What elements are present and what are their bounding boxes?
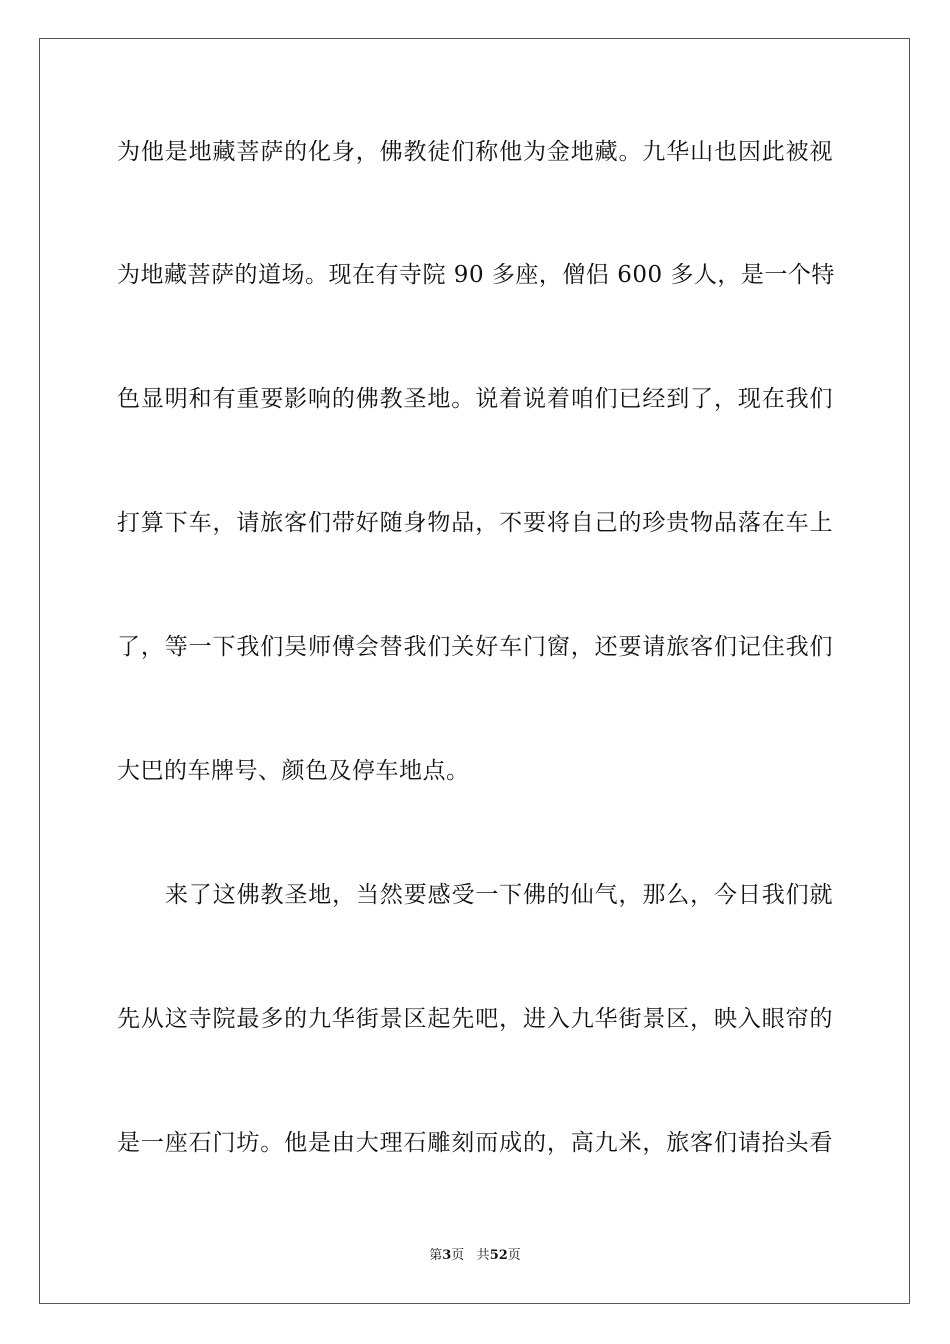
page-suffix: 页: [451, 1248, 465, 1263]
text-line: 为地藏菩萨的道场。现在有寺院 90 多座，僧侣 600 多人，是一个特: [117, 262, 835, 288]
text-line: 先从这寺院最多的九华街景区起先吧，进入九华街景区，映入眼帘的: [117, 1006, 833, 1032]
text-line: 了，等一下我们吴师傅会替我们关好车门窗，还要请旅客们记住我们: [117, 634, 833, 660]
total-prefix: 共: [476, 1248, 490, 1263]
text-line: 大巴的车牌号、颜色及停车地点。: [117, 758, 470, 784]
page-prefix: 第: [429, 1248, 443, 1263]
page-number: 3: [442, 1248, 452, 1263]
paragraph-first-line: 来了这佛教圣地，当然要感受一下佛的仙气，那么，今日我们就: [165, 882, 833, 908]
text-line: 是一座石门坊。他是由大理石雕刻而成的，高九米，旅客们请抬头看: [117, 1130, 833, 1156]
text-line: 为他是地藏菩萨的化身，佛教徒们称他为金地藏。九华山也因此被视: [117, 139, 833, 165]
text-line: 打算下车，请旅客们带好随身物品，不要将自己的珍贵物品落在车上: [117, 510, 833, 536]
page-footer: [0, 1246, 950, 1266]
total-pages: 52: [489, 1248, 508, 1263]
total-suffix: 页: [507, 1248, 521, 1263]
text-line: 色显明和有重要影响的佛教圣地。说着说着咱们已经到了，现在我们: [117, 386, 833, 412]
page-border: [39, 38, 910, 1304]
